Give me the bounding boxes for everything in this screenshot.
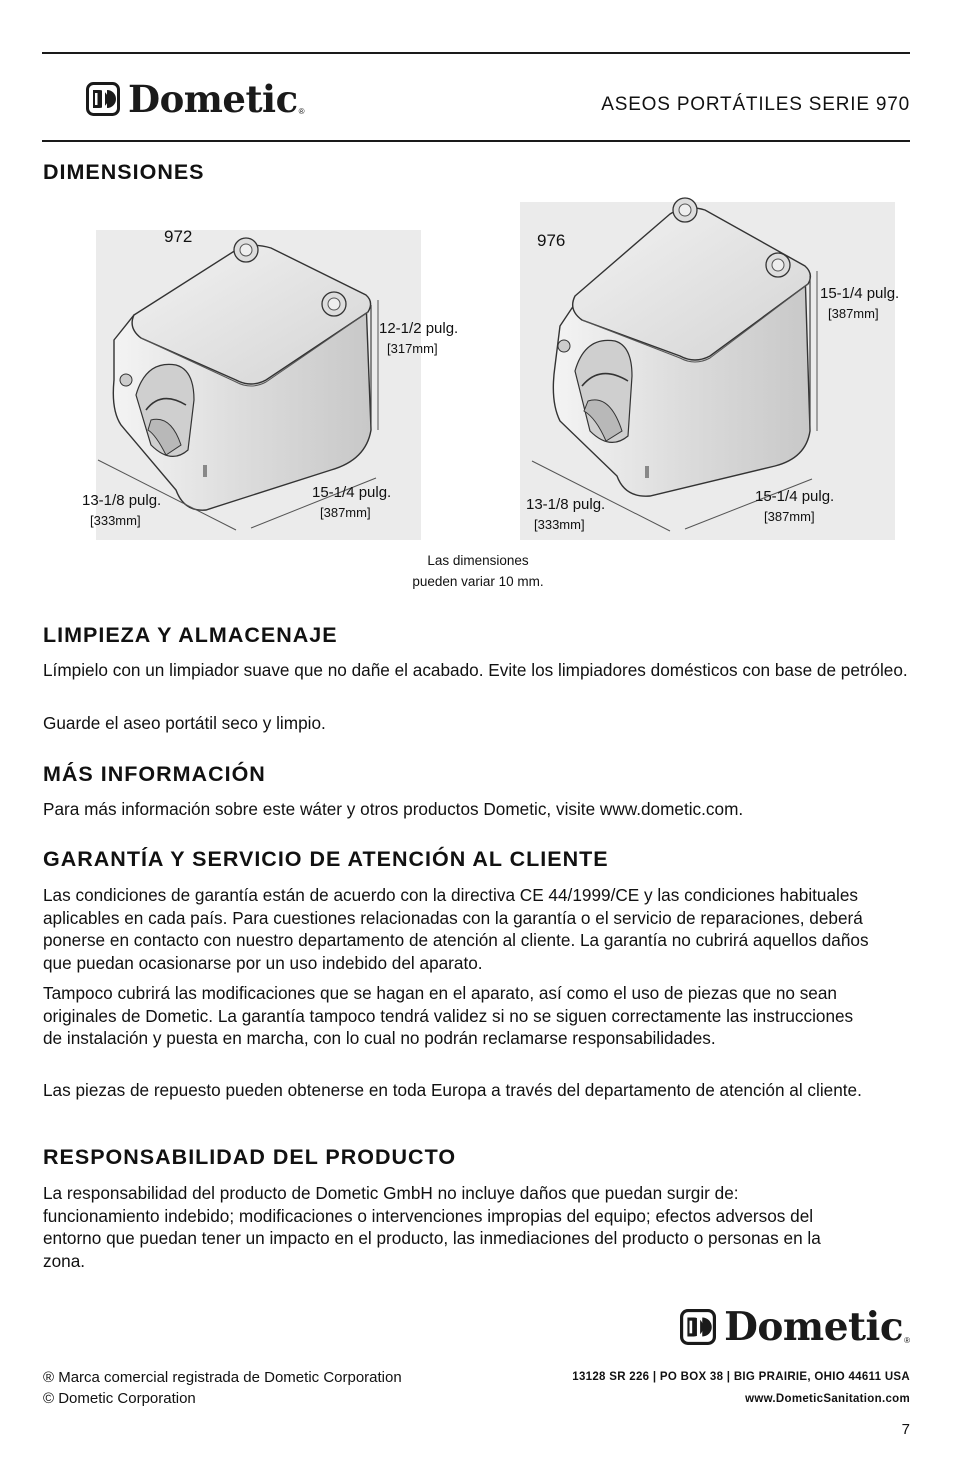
heading-mas-informacion: MÁS INFORMACIÓN xyxy=(43,762,266,786)
info-paragraph: Para más información sobre este wáter y otros productos Dometic, visite www.dometic.com. xyxy=(43,799,744,819)
dometic-logo-icon xyxy=(680,1309,716,1345)
copyright-text: © Dometic Corporation xyxy=(43,1390,196,1407)
dometic-logo-icon xyxy=(86,82,120,116)
trademark-text: ® Marca comercial registrada de Dometic Corporation xyxy=(43,1369,402,1386)
height-mm-972: [317mm] xyxy=(387,341,438,356)
depth-mm-972: [333mm] xyxy=(90,513,141,528)
footer-address: 13128 SR 226 | PO BOX 38 | BIG PRAIRIE, OHIO 44611 USA xyxy=(572,1371,910,1383)
depth-mm-976: [333mm] xyxy=(534,517,585,532)
heading-responsabilidad: RESPONSABILIDAD DEL PRODUCTO xyxy=(43,1145,457,1169)
limpieza-paragraph-1: Límpielo con un limpiador suave que no dañe el acabado. Evite los limpiadores domésticos con base de petróleo. xyxy=(43,660,908,680)
dimensions-note xyxy=(378,551,578,592)
dimensions-note-line2: pueden variar 10 mm. xyxy=(412,573,544,589)
toilet-976-diagram xyxy=(520,196,920,541)
footer-logo-wordmark: Dometic xyxy=(724,1304,904,1350)
garantia-paragraph-3: Las piezas de repuesto pueden obtenerse en toda Europa a través del departamento de atención al cliente. xyxy=(43,1080,862,1100)
height-in-972: 12-1/2 pulg. xyxy=(379,320,459,337)
heading-garantia: GARANTÍA Y SERVICIO DE ATENCIÓN AL CLIENTE xyxy=(43,847,609,871)
garantia-paragraph-1: Las condiciones de garantía están de acuerdo con la directiva CE 44/1999/CE y las condiciones habituales aplicables en cada país. Para cuestiones relacionadas con la garantía o el servicio de reparaciones, deberá ponerse en contacto con nuestro departamento de atención al cliente. La garantía no cubrirá aquellos daños que puedan ocasionarse por un uso indebido del aparato. xyxy=(43,885,869,974)
logo-registered: ® xyxy=(298,107,305,116)
heading-limpieza: LIMPIEZA Y ALMACENAJE xyxy=(43,623,338,647)
page-number: 7 xyxy=(901,1421,910,1438)
series-title: ASEOS PORTÁTILES SERIE 970 xyxy=(601,94,910,115)
depth-in-972: 13-1/8 pulg. xyxy=(82,492,162,509)
heading-dimensiones: DIMENSIONES xyxy=(43,160,205,184)
toilet-972-diagram xyxy=(76,220,496,540)
width-mm-972: [387mm] xyxy=(320,505,371,520)
model-label-976: 976 xyxy=(537,231,566,250)
footer-logo-registered: ® xyxy=(904,1336,910,1345)
garantia-paragraph-2: Tampoco cubrirá las modificaciones que se hagan en el aparato, así como el uso de piezas que no sean originales de Dometic. La garantía tampoco tendrá validez si no se siguen correctamente las instrucciones de instalación y puesta en marcha, con lo cual no podrán reclamarse responsabilidades. xyxy=(43,983,854,1049)
height-mm-976: [387mm] xyxy=(828,306,879,321)
footer-website: www.DometicSanitation.com xyxy=(745,1393,910,1405)
height-in-976: 15-1/4 pulg. xyxy=(820,285,900,302)
header-bottom-rule xyxy=(42,140,910,142)
header-logo xyxy=(86,77,305,121)
width-in-972: 15-1/4 pulg. xyxy=(312,484,392,501)
depth-in-976: 13-1/8 pulg. xyxy=(526,496,606,513)
width-in-976: 15-1/4 pulg. xyxy=(755,488,835,505)
footer-logo xyxy=(680,1304,910,1350)
logo-wordmark: Dometic xyxy=(128,77,298,121)
dimensions-note-line1: Las dimensiones xyxy=(427,553,529,568)
model-label-972: 972 xyxy=(164,227,193,246)
responsabilidad-paragraph: La responsabilidad del producto de Dometic GmbH no incluye daños que puedan surgir de: funcionamiento indebido; modificaciones o intervenciones impropias del equipo; efectos adversos del entorno que puedan tener un impacto en el producto, las inmediaciones del producto o personas en la zona. xyxy=(43,1183,821,1272)
top-rule xyxy=(42,52,910,54)
width-mm-976: [387mm] xyxy=(764,509,815,524)
limpieza-paragraph-2: Guarde el aseo portátil seco y limpio. xyxy=(43,713,326,733)
